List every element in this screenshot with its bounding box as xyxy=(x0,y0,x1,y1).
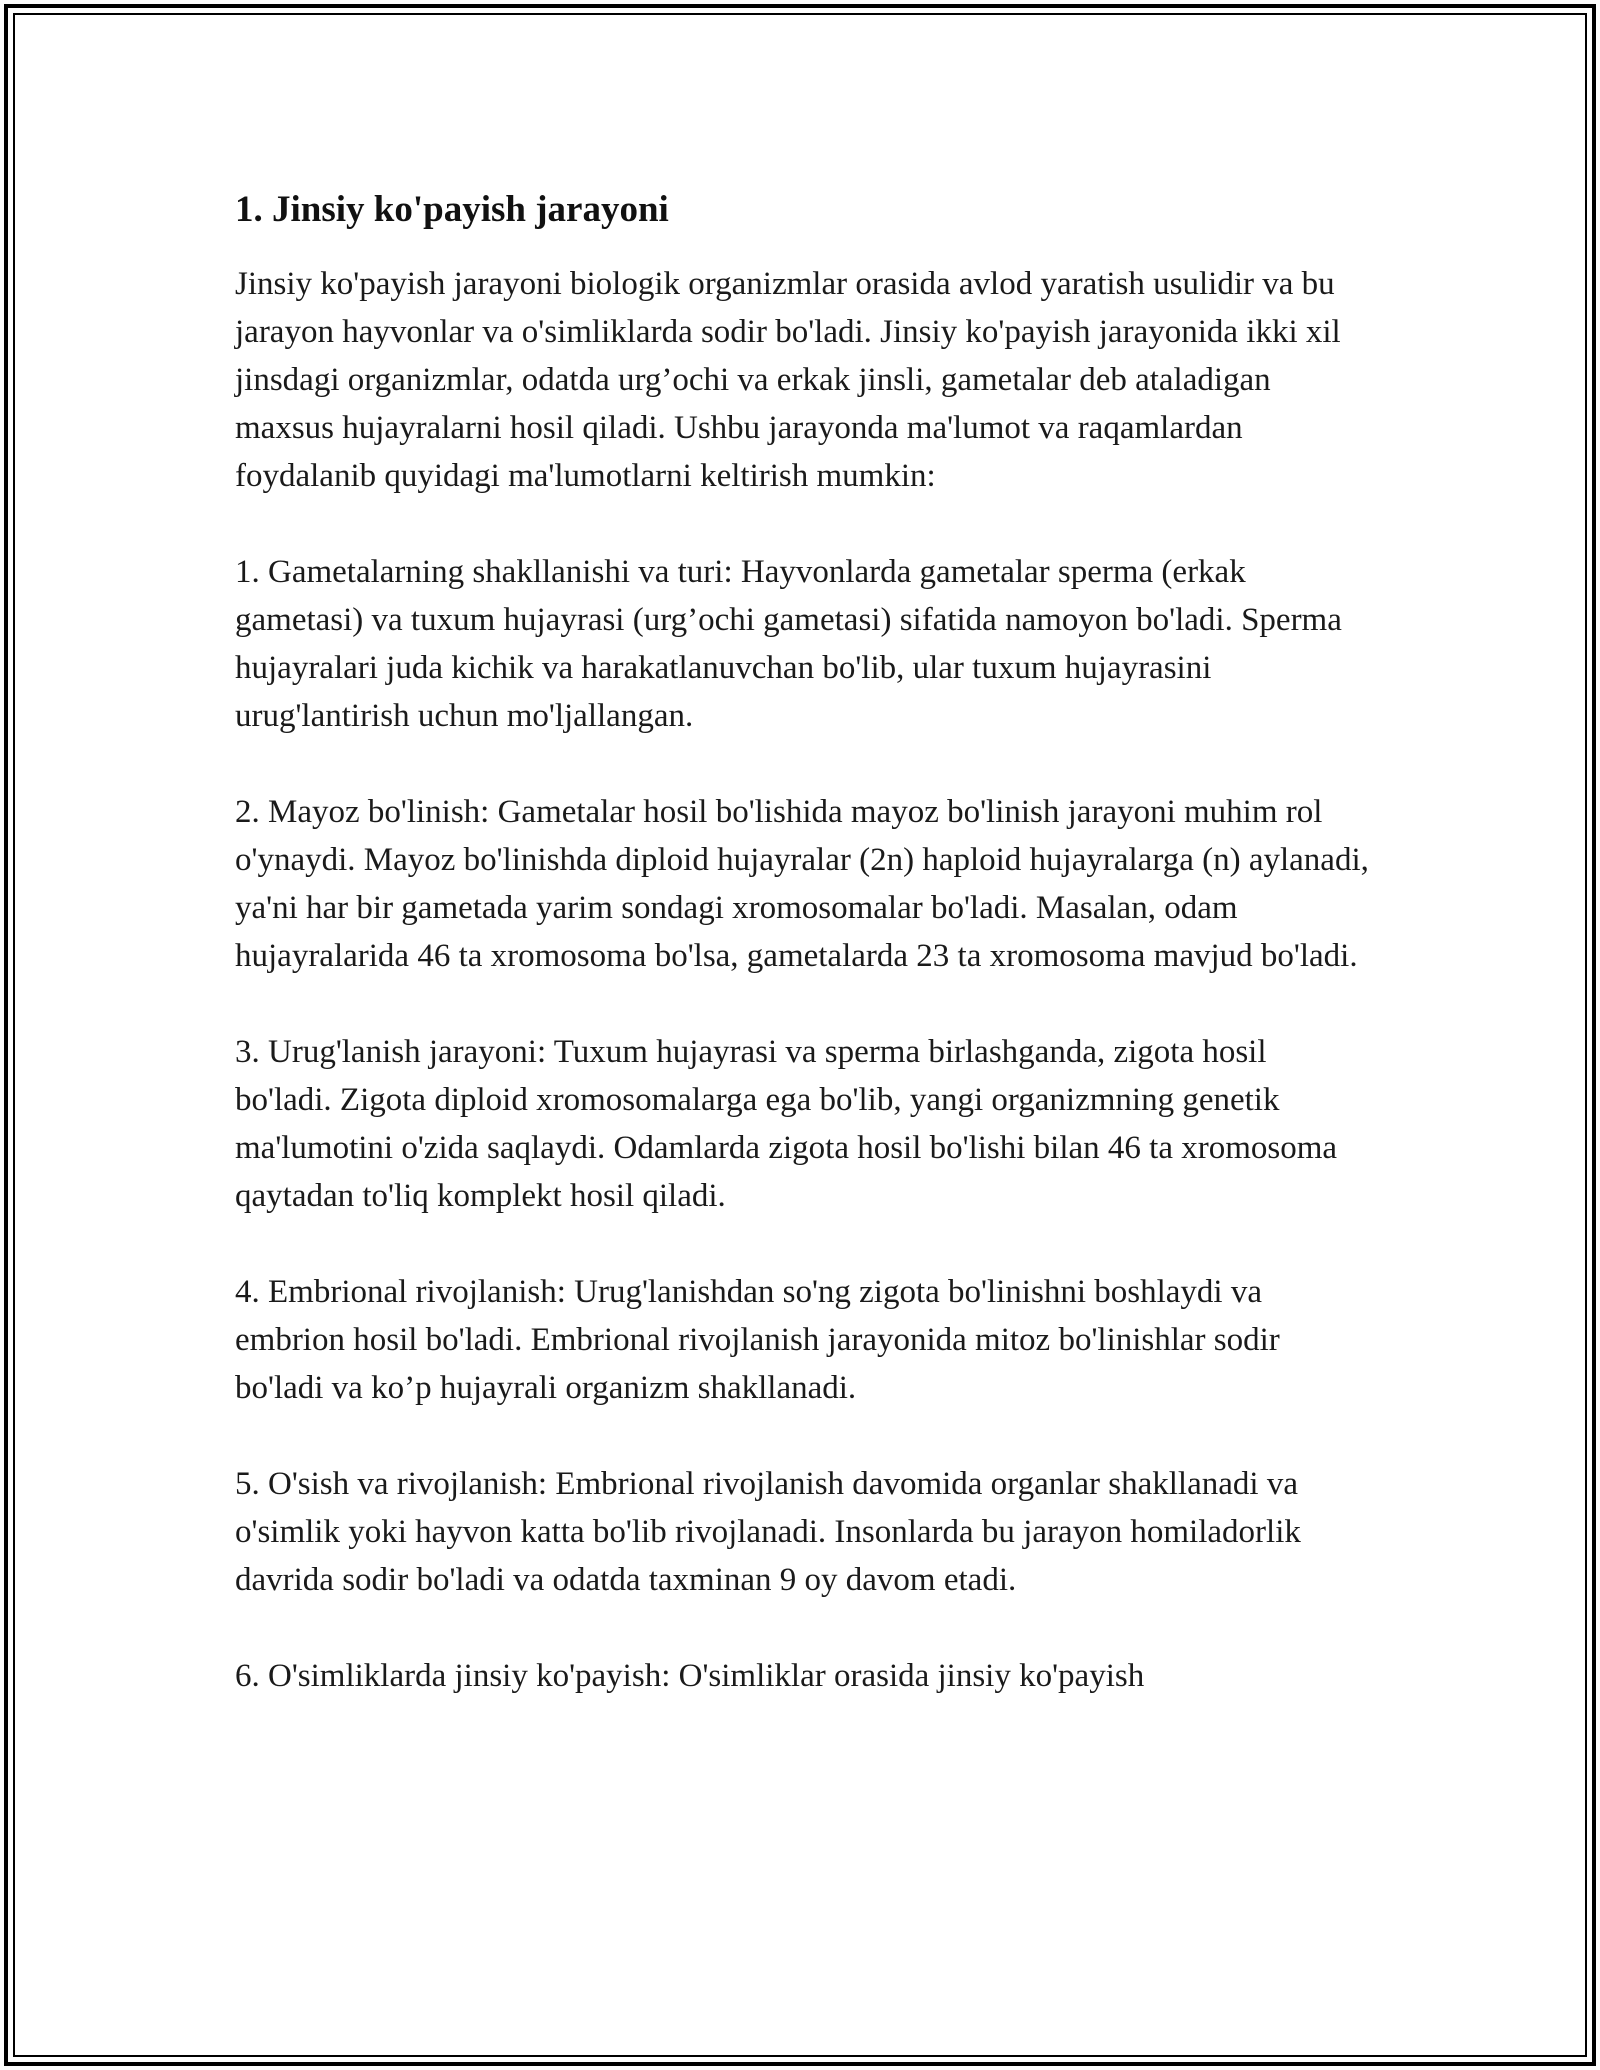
paragraph-gametes: 1. Gametalarning shakllanishi va turi: Hayvonlarda gametalar sperma (erkak gametasi) va tuxum hujayrasi (urg’ochi gametasi) sifatida namoyon bo'ladi. Sperma hujayralari juda kichik va harakatlanuvchan bo'lib, ular tuxum hujayrasini urug'lantirish uchun mo'ljallangan. xyxy=(235,554,1342,734)
paragraph-growth: 5. O'sish va rivojlanish: Embrional rivojlanish davomida organlar shakllanadi va o'simlik yoki hayvon katta bo'lib rivojlanadi. Insonlarda bu jarayon homiladorlik davrida sodir bo'ladi va odatda taxminan 9 oy davom etadi. xyxy=(235,1466,1301,1598)
document-body xyxy=(235,186,1370,1748)
paragraph-fertilization: 3. Urug'lanish jarayoni: Tuxum hujayrasi va sperma birlashganda, zigota hosil bo'ladi. Zigota diploid xromosomalarga ega bo'lib, yangi organizmning genetik ma'lumotini o'zida saqlaydi. Odamlarda zigota hosil bo'lishi bilan 46 ta xromosoma qaytadan to'liq komplekt hosil qiladi. xyxy=(235,1034,1338,1214)
paragraph-embryonic-development: 4. Embrional rivojlanish: Urug'lanishdan so'ng zigota bo'linishni boshlaydi va embrion hosil bo'ladi. Embrional rivojlanish jarayonida mitoz bo'linishlar sodir bo'ladi va ko’p hujayrali organizm shakllanadi. xyxy=(235,1274,1280,1406)
intro-paragraph: Jinsiy ko'payish jarayoni biologik organizmlar orasida avlod yaratish usulidir va bu jarayon hayvonlar va o'simliklarda sodir bo'ladi. Jinsiy ko'payish jarayonida ikki xil jinsdagi organizmlar, odatda urg’ochi va erkak jinsli, gametalar deb ataladigan maxsus hujayralarni hosil qiladi. Ushbu jarayonda ma'lumot va raqamlardan foydalanib quyidagi ma'lumotlarni keltirish mumkin: xyxy=(235,266,1341,494)
section-heading: 1. Jinsiy ko'payish jarayoni xyxy=(235,189,669,230)
paragraph-plants: 6. O'simliklarda jinsiy ko'payish: O'simliklar orasida jinsiy ko'payish xyxy=(235,1658,1145,1694)
paragraph-meiosis: 2. Mayoz bo'linish: Gametalar hosil bo'lishida mayoz bo'linish jarayoni muhim rol o'ynaydi. Mayoz bo'linishda diploid hujayralar (2n) haploid hujayralarga (n) aylanadi, ya'ni har bir gametada yarim sondagi xromosomalar bo'ladi. Masalan, odam hujayralarida 46 ta xromosoma bo'lsa, gametalarda 23 ta xromosoma mavjud bo'ladi. xyxy=(235,794,1369,974)
